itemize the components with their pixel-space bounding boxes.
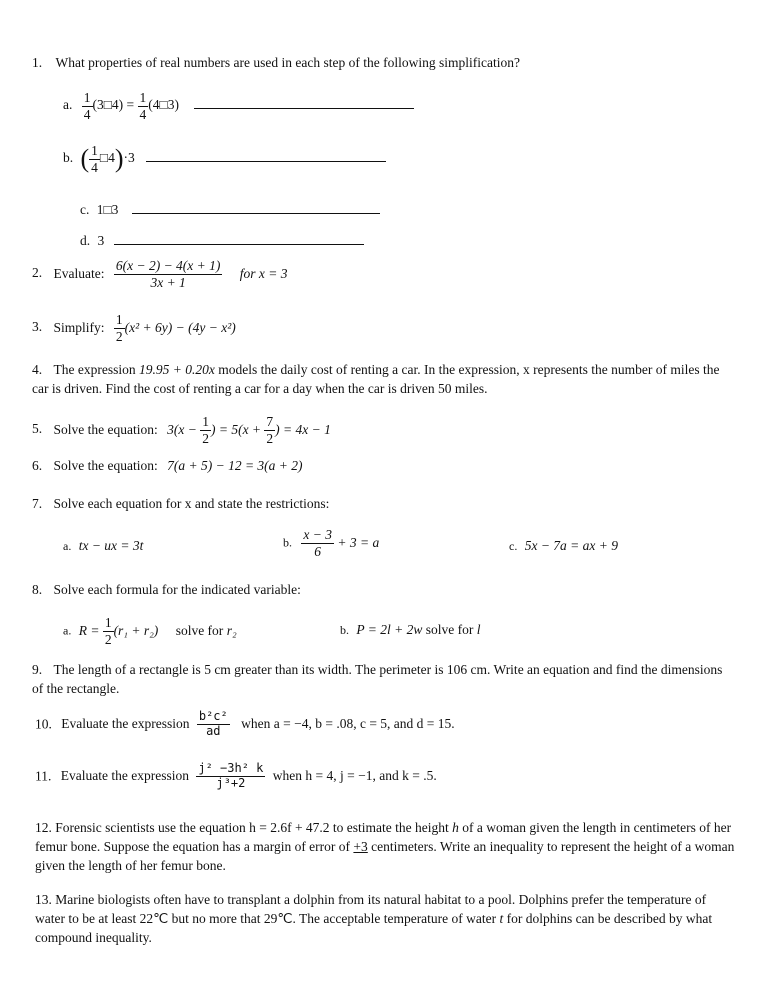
- expression-part: (4: [148, 97, 160, 113]
- expression-part: (r₁ + r₂): [113, 623, 159, 639]
- expression: 7(a + 5) − 12 = 3(a + 2): [167, 458, 303, 473]
- fraction-one-half: $\frac{1}{2}$: [104, 615, 112, 647]
- question-4: [32, 360, 732, 398]
- question-7a: [63, 538, 143, 554]
- target-variable: l: [476, 622, 481, 637]
- expression: 5x − 7a = ax + 9: [524, 538, 619, 553]
- target-variable: r₂: [226, 623, 237, 639]
- question-number: 1.: [32, 55, 43, 70]
- question-5: [32, 414, 331, 446]
- question-number: 8.: [32, 582, 43, 597]
- question-13: [35, 890, 735, 947]
- question-text: centimeters. Write an inequality to represent the height of a woman given the length of her femur bone.: [35, 839, 735, 873]
- item-label: b.: [340, 623, 349, 637]
- condition-text: when a = −4, b = .08, c = 5, and d = 15.: [241, 716, 455, 732]
- question-number: 9.: [32, 662, 43, 677]
- expression-part: 4: [108, 150, 115, 166]
- question-11: [35, 762, 437, 791]
- question-number: 11.: [35, 768, 52, 784]
- expression: 19.95 + 0.20x: [138, 362, 215, 377]
- expression-part: 3(x −: [167, 422, 197, 438]
- condition-text: for x = 3: [239, 266, 288, 282]
- fraction-one-half: $\frac{1}{2}$: [115, 312, 123, 344]
- question-text: What properties of real numbers are used in each step of the following simplification?: [55, 55, 520, 70]
- expression: tx − ux = 3t: [78, 538, 144, 553]
- question-number: 10.: [35, 716, 52, 732]
- expression-part: + 3 = a: [337, 535, 380, 551]
- expression: P = 2l + 2w: [356, 622, 423, 637]
- question-8a: [63, 615, 237, 647]
- question-7b: [283, 527, 379, 559]
- missing-glyph: □: [103, 97, 112, 113]
- expression-part: ) = 4x − 1: [275, 422, 331, 438]
- question-3: [32, 312, 236, 344]
- instruction-text: solve for: [175, 623, 224, 639]
- question-label: Simplify:: [53, 320, 105, 336]
- question-1c: [80, 202, 380, 218]
- equals-sign: =: [126, 97, 135, 113]
- fraction-expression: $\frac{\text{b²c²}}{ad}$: [198, 709, 228, 738]
- answer-line-1a[interactable]: [194, 108, 414, 109]
- expression-part: 4): [111, 97, 124, 113]
- item-label: d.: [80, 233, 91, 248]
- question-text: of a woman given the length in centimeters of her femur bone. Suppose the equation has a margin of error of: [35, 820, 732, 854]
- item-label: a.: [63, 539, 72, 553]
- question-1d: [80, 233, 364, 249]
- question-8: [32, 582, 301, 598]
- question-1: [32, 55, 520, 71]
- question-text: The expression: [53, 362, 139, 377]
- question-label: Solve the equation:: [53, 458, 158, 473]
- question-text: Forensic scientists use the equation h = 2.6f + 47.2 to estimate the height: [55, 820, 453, 835]
- expression-part: 3): [167, 97, 179, 113]
- question-7: [32, 496, 329, 512]
- expression-part: 3: [111, 202, 119, 217]
- question-text: Solve each equation for x and state the restrictions:: [53, 496, 330, 511]
- answer-line-1b[interactable]: [146, 161, 386, 162]
- question-label: Solve the equation:: [53, 422, 158, 438]
- item-label: c.: [509, 539, 518, 553]
- missing-glyph: □: [99, 150, 109, 166]
- question-10: [35, 710, 455, 739]
- answer-line-1d[interactable]: [114, 244, 364, 245]
- answer-line-1c[interactable]: [132, 213, 380, 214]
- variable: t: [499, 911, 504, 926]
- expression-part: ) = 5(x +: [210, 422, 262, 438]
- paren-left: (: [80, 144, 90, 174]
- instruction-text: solve for: [425, 622, 474, 637]
- expression-part: (3: [92, 97, 104, 113]
- expression-part: 3: [97, 233, 105, 248]
- fraction-expression: $\frac{x - 3}{6}$: [303, 527, 332, 559]
- question-1a: [63, 90, 414, 122]
- question-label: Evaluate the expression: [61, 716, 190, 732]
- expression-part: 1: [96, 202, 104, 217]
- question-number: 5.: [32, 421, 43, 437]
- question-number: 6.: [32, 458, 43, 473]
- item-label: b.: [283, 535, 292, 550]
- question-label: Evaluate the expression: [60, 768, 189, 784]
- missing-glyph: □: [159, 97, 168, 113]
- fraction-one-fourth: $\frac{1}{4}$: [91, 143, 98, 175]
- variable: h: [452, 820, 459, 835]
- question-text: The length of a rectangle is 5 cm greater than its width. The perimeter is 106 cm. Write an equation and find the dimensions of the rectangle.: [32, 662, 723, 696]
- fraction-one-fourth: $\frac{1}{4}$: [83, 90, 91, 122]
- question-number: 2.: [32, 265, 43, 281]
- question-8b: [340, 622, 481, 638]
- expression-part: 3: [128, 150, 135, 166]
- question-text: Marine biologists often have to transplant a dolphin from its natural habitat to a pool. Dolphins prefer the temperature of water to be at least 22℃ but no more that 29℃. The acceptable temperature of water: [35, 892, 707, 926]
- item-label: a.: [63, 97, 73, 113]
- fraction-one-half: $\frac{1}{2}$: [202, 414, 209, 446]
- question-number: 7.: [32, 496, 43, 511]
- question-number: 12.: [35, 820, 52, 835]
- item-label: c.: [80, 202, 90, 217]
- question-7c: [509, 538, 618, 554]
- condition-text: when h = 4, j = −1, and k = .5.: [272, 768, 437, 784]
- question-label: Evaluate:: [53, 266, 105, 282]
- question-1b: [63, 143, 386, 175]
- missing-glyph: □: [103, 202, 112, 217]
- question-number: 13.: [35, 892, 52, 907]
- dot-operator: ·: [123, 150, 128, 166]
- paren-right: ): [114, 144, 124, 174]
- question-2: [32, 258, 288, 290]
- expression: (x² + 6y) − (4y − x²): [124, 320, 236, 336]
- plus-minus-value: +3: [353, 839, 368, 854]
- fraction-one-fourth: $\frac{1}{4}$: [139, 90, 147, 122]
- question-9: [32, 660, 732, 698]
- expression-part: R =: [78, 623, 100, 639]
- question-number: 4.: [32, 362, 43, 377]
- question-text: for dolphins can be described by what compound inequality.: [35, 911, 713, 945]
- question-12: [35, 818, 735, 875]
- question-6: [32, 458, 303, 474]
- question-text: models the daily cost of renting a car. In the expression, x represents the number of miles the car is driven. Find the cost of renting a car for a day when the car is driven 50 miles.: [32, 362, 720, 396]
- item-label: a.: [63, 623, 72, 638]
- item-label: b.: [63, 150, 74, 166]
- fraction-seven-halves: $\frac{7}{2}$: [266, 414, 274, 446]
- question-number: 3.: [32, 319, 43, 335]
- question-text: Solve each formula for the indicated variable:: [53, 582, 301, 597]
- fraction-expression: $\frac{\text{j² −3h² k}}{\text{j³+2}}$: [198, 761, 264, 790]
- fraction-expression: $\frac{6(x - 2) - 4(x + 1)}{3x + 1}$: [115, 258, 221, 290]
